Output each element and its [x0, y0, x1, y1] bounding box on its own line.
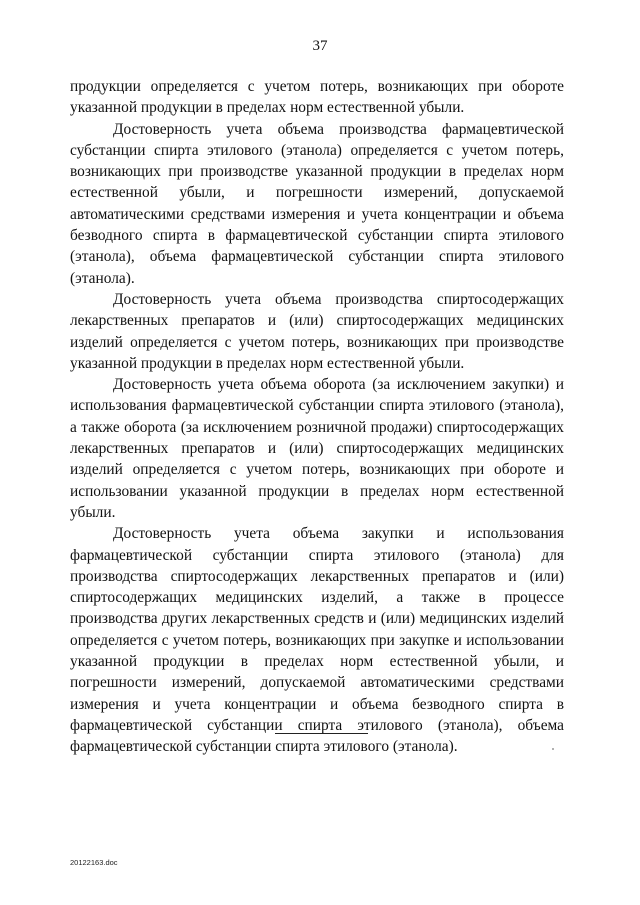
document-body [70, 76, 564, 758]
page-number: 37 [312, 38, 328, 54]
paragraph-pharma-substance-production: Достоверность учета объема производства фармацевтической субстанции спирта этилового (этанола) определяется с учетом потерь, возникающих при производстве указанной продукции в пределах норм естественной убыли, и погрешности измерений, допускаемой автоматическими средствами измерения и учета концентрации и объема безводного спирта в фармацевтической субстанции спирта этилового (этанола), объема фармацевтической субстанции спирта этилового (этанола). [70, 120, 564, 287]
end-of-text-rule [275, 733, 368, 734]
paragraph-continuation: продукции определяется с учетом потерь, возникающих при обороте указанной продукции в пределах норм естественной убыли. [70, 78, 564, 117]
scan-speck [552, 748, 554, 750]
paragraph-turnover-usage: Достоверность учета объема оборота (за исключением закупки) и использования фармацевтической субстанции спирта этилового (этанола), а также оборота (за исключением розничной продажи) спиртосодержащих лекарственных препаратов и (или) спиртосодержащих медицинских изделий определяется с учетом потерь, возникающих при обороте и использовании указанной продукции в пределах норм естественной убыли. [70, 376, 564, 521]
document-filename-footer: 20122163.doc [70, 858, 118, 867]
paragraph-alcohol-drugs-production: Достоверность учета объема производства спиртосодержащих лекарственных препаратов и (или) спиртосодержащих медицинских изделий определяется с учетом потерь, возникающих при производстве указанной продукции в пределах норм естественной убыли. [70, 290, 564, 372]
paragraph-purchase-usage: Достоверность учета объема закупки и использования фармацевтической субстанции спирта этилового (этанола) для производства спиртосодержащих лекарственных препаратов и (или) спиртосодержащих медицинских изделий, а также в процессе производства других лекарственных средств и (или) медицинских изделий определяется с учетом потерь, возникающих при закупке и использовании указанной продукции в пределах норм естественной убыли, и погрешности измерений, допускаемой автоматическими средствами измерения и учета концентрации и объема безводного спирта в фармацевтической субстанции спирта этилового (этанола), объема фармацевтической субстанции спирта этилового (этанола). [70, 525, 564, 756]
